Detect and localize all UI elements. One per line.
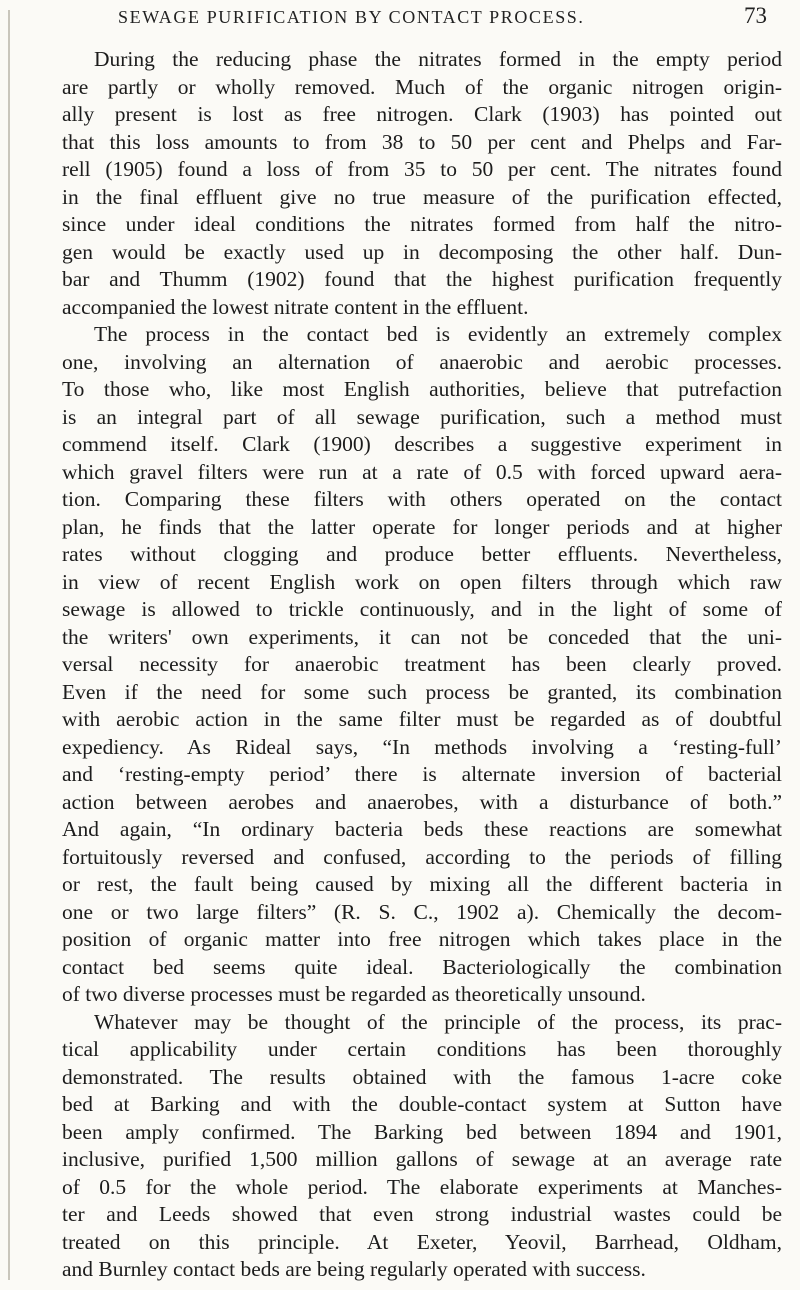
- text-line: one or two large filters” (R. S. C., 1902 a). Chemically the decom-: [62, 899, 782, 924]
- text-line: treated on this principle. At Exeter, Yeovil, Barrhead, Oldham,: [62, 1229, 782, 1254]
- text-line: expediency. As Rideal says, “In methods involving a ‘resting-full’: [62, 734, 782, 759]
- text-line: And again, “In ordinary bacteria beds these reactions are somewhat: [62, 817, 782, 841]
- text-line: are partly or wholly removed. Much of the organic nitrogen origin-: [62, 74, 782, 99]
- text-line: Whatever may be thought of the principle of the process, its prac-: [94, 1009, 782, 1034]
- text-line: ally present is lost as free nitrogen. Clark (1903) has pointed out: [62, 102, 782, 126]
- text-line: of two diverse processes must be regarded as theoretically unsound.: [62, 982, 646, 1006]
- running-head: [0, 3, 800, 43]
- text-line: with aerobic action in the same filter must be regarded as of doubtful: [62, 707, 782, 731]
- text-line: of 0.5 for the whole period. The elaborate experiments at Manches-: [62, 1174, 782, 1199]
- text-line: rell (1905) found a loss of from 35 to 50 per cent. The nitrates found: [62, 157, 782, 181]
- text-line: been amply confirmed. The Barking bed between 1894 and 1901,: [62, 1119, 782, 1144]
- text-line: fortuitously reversed and confused, according to the periods of filling: [62, 844, 782, 869]
- text-line: that this loss amounts to from 38 to 50 per cent and Phelps and Far-: [62, 129, 782, 154]
- page-number: 73: [744, 3, 767, 28]
- text-line: inclusive, purified 1,500 million gallons of sewage at an average rate: [62, 1147, 782, 1171]
- text-line: rates without clogging and produce better effluents. Nevertheless,: [62, 542, 782, 566]
- text-line: plan, he finds that the latter operate for longer periods and at higher: [62, 514, 782, 539]
- text-line: The process in the contact bed is evidently an extremely complex: [94, 322, 782, 346]
- text-line: demonstrated. The results obtained with the famous 1-acre coke: [62, 1064, 782, 1089]
- text-line: and Burnley contact beds are being regularly operated with success.: [62, 1257, 646, 1281]
- text-line: one, involving an alternation of anaerobic and aerobic processes.: [62, 349, 782, 374]
- running-head-title: SEWAGE PURIFICATION BY CONTACT PROCESS.: [118, 7, 585, 27]
- text-line: contact bed seems quite ideal. Bacteriologically the combination: [62, 954, 782, 979]
- text-line: sewage is allowed to trickle continuously, and in the light of some of: [62, 597, 782, 621]
- text-line: gen would be exactly used up in decomposing the other half. Dun-: [62, 239, 782, 264]
- page-edge-shadow: [8, 10, 10, 1280]
- text-line: tion. Comparing these filters with others operated on the contact: [62, 487, 782, 511]
- text-line: or rest, the fault being caused by mixing all the different bacteria in: [62, 872, 782, 896]
- text-line: which gravel filters were run at a rate of 0.5 with forced upward aera-: [62, 459, 782, 484]
- text-line: commend itself. Clark (1900) describes a suggestive experiment in: [62, 432, 782, 456]
- text-line: and ‘resting-empty period’ there is alternate inversion of bacterial: [62, 762, 782, 786]
- text-line: action between aerobes and anaerobes, with a disturbance of both.”: [62, 789, 782, 814]
- text-line: since under ideal conditions the nitrates formed from half the nitro-: [62, 212, 782, 236]
- text-line: ter and Leeds showed that even strong industrial wastes could be: [62, 1202, 782, 1226]
- text-line: in view of recent English work on open filters through which raw: [62, 569, 782, 594]
- text-line: bed at Barking and with the double-contact system at Sutton have: [62, 1092, 782, 1116]
- text-line: tical applicability under certain conditions has been thoroughly: [62, 1037, 782, 1061]
- text-line: the writers' own experiments, it can not be conceded that the uni-: [62, 624, 782, 649]
- text-line: During the reducing phase the nitrates formed in the empty period: [94, 47, 782, 71]
- body-text: [62, 46, 782, 1284]
- text-line: versal necessity for anaerobic treatment has been clearly proved.: [62, 652, 782, 676]
- text-line: is an integral part of all sewage purification, such a method must: [62, 404, 782, 429]
- text-line: in the final effluent give no true measure of the purification effected,: [62, 184, 782, 209]
- text-line: position of organic matter into free nitrogen which takes place in the: [62, 927, 782, 951]
- text-line: Even if the need for some such process be granted, its combination: [62, 679, 782, 704]
- text-line: bar and Thumm (1902) found that the highest purification frequently: [62, 267, 782, 291]
- text-line: To those who, like most English authorities, believe that putrefaction: [62, 377, 782, 401]
- text-line: accompanied the lowest nitrate content in the effluent.: [62, 294, 529, 319]
